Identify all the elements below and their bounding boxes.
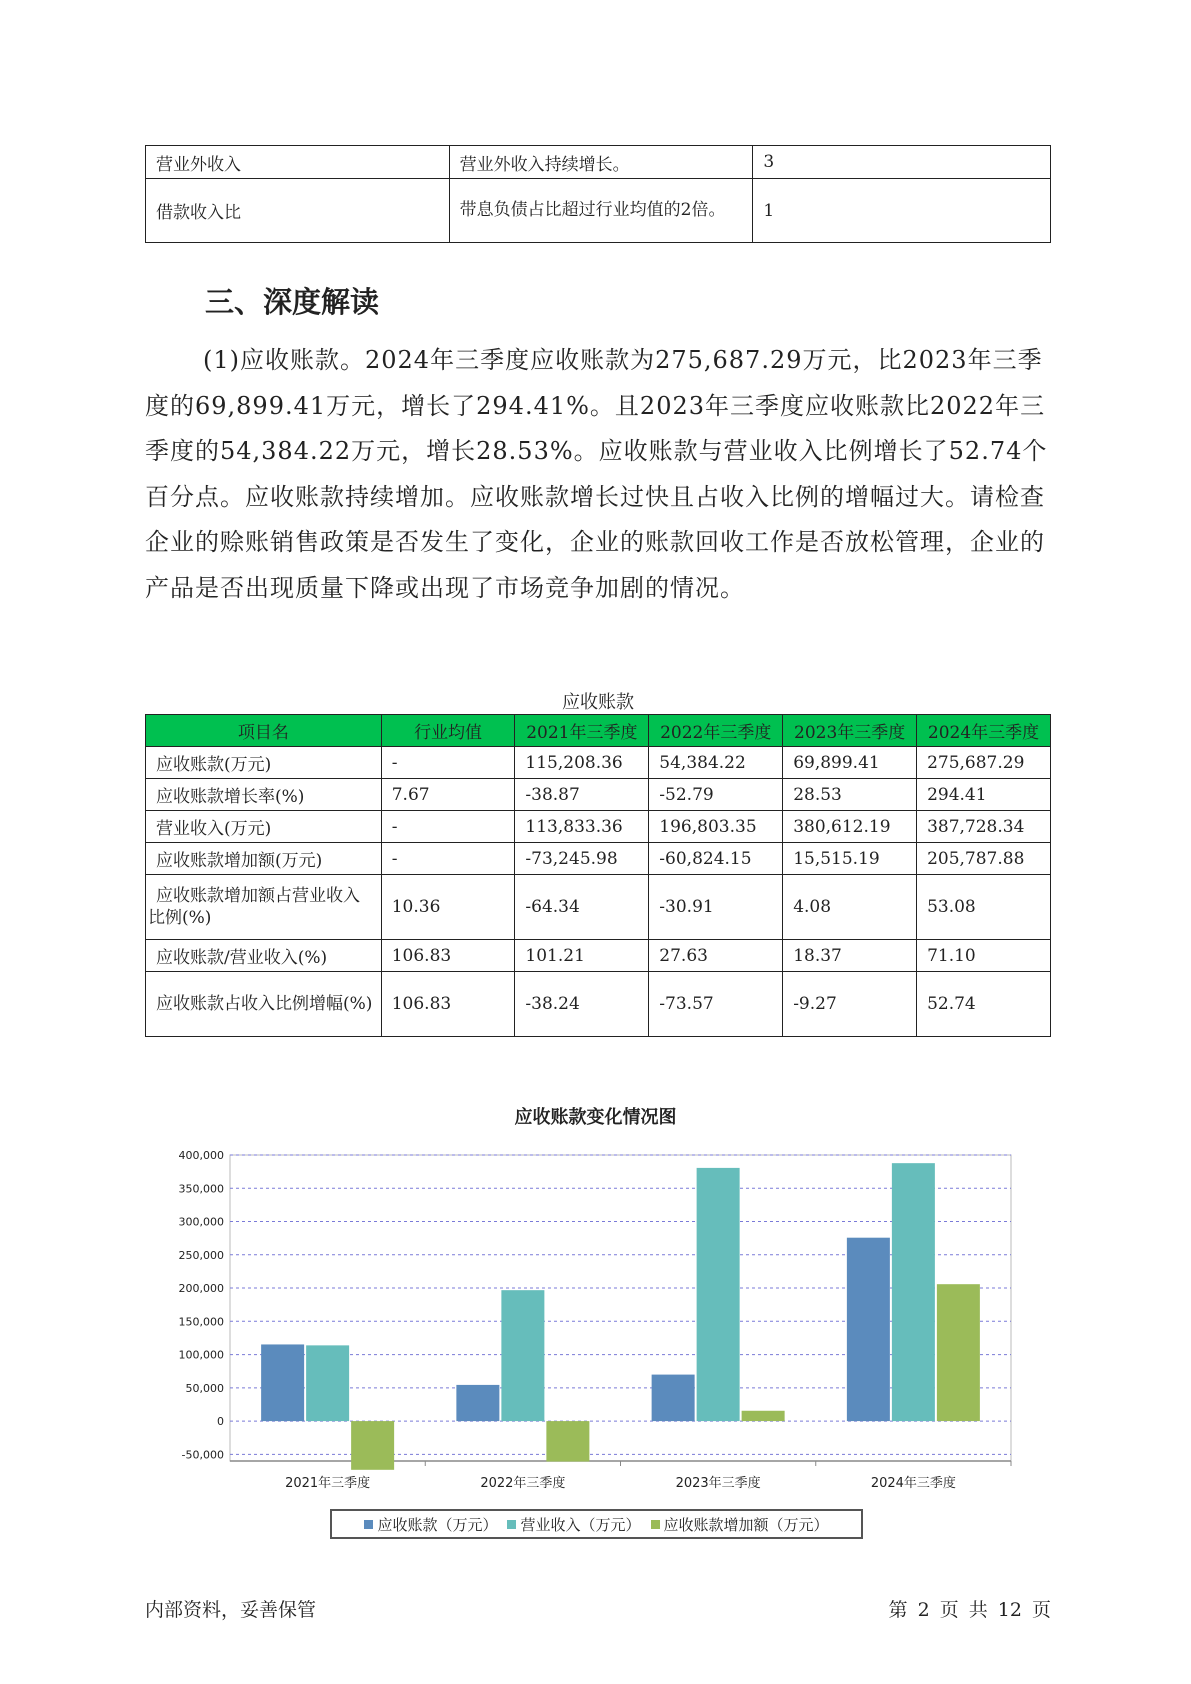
table-row	[146, 146, 1051, 179]
table-cell: 113,833.36	[515, 811, 649, 843]
footer-confidential: 内部资料，妥善保管	[145, 1599, 317, 1621]
x-tick-label: 2021年三季度	[285, 1476, 371, 1491]
table-row	[146, 179, 1051, 243]
table-cell: 69,899.41	[783, 747, 917, 779]
row-label: 应收账款增加额(万元)	[146, 843, 382, 875]
table-cell: -52.79	[649, 779, 783, 811]
column-header: 2023年三季度	[783, 715, 917, 747]
table-row	[146, 747, 1051, 779]
table-cell: 205,787.88	[917, 843, 1051, 875]
table-cell: -38.87	[515, 779, 649, 811]
table-cell: 28.53	[783, 779, 917, 811]
table-cell: 115,208.36	[515, 747, 649, 779]
legend-swatch	[507, 1520, 516, 1529]
column-header: 2021年三季度	[515, 715, 649, 747]
table-row	[146, 875, 1051, 940]
bar	[652, 1375, 695, 1421]
bar	[501, 1290, 544, 1421]
table-cell: 10.36	[381, 875, 515, 940]
bar	[742, 1411, 785, 1421]
column-header: 项目名	[146, 715, 382, 747]
table-row	[146, 811, 1051, 843]
table-caption: 应收账款	[562, 692, 634, 713]
legend-label: 应收账款增加额（万元）	[663, 1515, 829, 1534]
bar	[847, 1238, 890, 1421]
chart-title: 应收账款变化情况图	[514, 1107, 677, 1128]
section-heading: 三、深度解读	[205, 285, 380, 319]
table-cell: 27.63	[649, 940, 783, 972]
legend-item	[651, 1514, 829, 1535]
column-header: 2022年三季度	[649, 715, 783, 747]
row-label: 应收账款增长率(%)	[146, 779, 382, 811]
table-cell: -	[381, 843, 515, 875]
row-label: 营业收入(万元)	[146, 811, 382, 843]
legend-item	[507, 1514, 640, 1535]
table-cell: 53.08	[917, 875, 1051, 940]
y-tick-label: 150,000	[178, 1315, 224, 1329]
table-cell: 71.10	[917, 940, 1051, 972]
bar	[892, 1163, 935, 1421]
row-label: 应收账款(万元)	[146, 747, 382, 779]
bar	[937, 1284, 980, 1421]
table-cell: 52.74	[917, 972, 1051, 1037]
table-cell: -9.27	[783, 972, 917, 1037]
table-cell: 借款收入比	[146, 179, 450, 243]
table-cell: 106.83	[381, 972, 515, 1037]
table-cell: 营业外收入持续增长。	[449, 146, 753, 179]
y-tick-label: 300,000	[178, 1215, 224, 1229]
legend-swatch	[364, 1520, 373, 1529]
row-label: 应收账款增加额占营业收入比例(%)	[146, 875, 382, 940]
table-cell: 101.21	[515, 940, 649, 972]
indicator-table	[145, 145, 1051, 243]
bar	[456, 1385, 499, 1421]
table-cell: -73,245.98	[515, 843, 649, 875]
y-tick-label: 350,000	[178, 1182, 224, 1196]
row-label: 应收账款占收入比例增幅(%)	[146, 972, 382, 1037]
table-row	[146, 843, 1051, 875]
table-cell: 18.37	[783, 940, 917, 972]
table-cell: 196,803.35	[649, 811, 783, 843]
bar	[306, 1345, 349, 1421]
table-cell: 7.67	[381, 779, 515, 811]
table-cell: 54,384.22	[649, 747, 783, 779]
bar	[697, 1168, 740, 1421]
y-tick-label: 50,000	[185, 1381, 224, 1395]
y-tick-label: -50,000	[181, 1448, 224, 1462]
legend-label: 应收账款（万元）	[377, 1515, 498, 1534]
table-cell: 294.41	[917, 779, 1051, 811]
table-cell: 带息负债占比超过行业均值的2倍。	[449, 179, 753, 243]
table-cell: 275,687.29	[917, 747, 1051, 779]
table-cell: 380,612.19	[783, 811, 917, 843]
column-header: 行业均值	[381, 715, 515, 747]
x-tick-label: 2024年三季度	[870, 1476, 956, 1491]
table-cell: 106.83	[381, 940, 515, 972]
legend-swatch	[651, 1520, 660, 1529]
row-label: 应收账款/营业收入(%)	[146, 940, 382, 972]
table-cell: -	[381, 747, 515, 779]
x-tick-label: 2023年三季度	[675, 1476, 761, 1491]
table-cell: -	[381, 811, 515, 843]
y-tick-label: 0	[217, 1415, 224, 1429]
table-cell: 387,728.34	[917, 811, 1051, 843]
analysis-paragraph: (1)应收账款。2024年三季度应收账款为275,687.29万元，比2023年三季度的69,899.41万元，增长了294.41%。且2023年三季度应收账款比2022年三季度的54,384.22万元，增长28.53%。应收账款与营业收入比例增长了52.74个百分点。应收账款持续增加。应收账款增长过快且占收入比例的增幅过大。请检查企业的赊账销售政策是否发生了变化，企业的账款回收工作是否放松管理，企业的产品是否出现质量下降或出现了市场竞争加剧的情况。	[145, 346, 1048, 602]
table-row	[146, 940, 1051, 972]
bar	[351, 1421, 394, 1470]
y-tick-label: 250,000	[178, 1248, 224, 1262]
chart-legend	[330, 1509, 863, 1539]
x-tick-label: 2022年三季度	[480, 1476, 566, 1491]
table-cell: 4.08	[783, 875, 917, 940]
legend-label: 营业收入（万元）	[520, 1515, 641, 1534]
bar	[546, 1421, 589, 1461]
column-header: 2024年三季度	[917, 715, 1051, 747]
page-number: 第 2 页 共 12 页	[888, 1599, 1051, 1621]
table-cell: 3	[753, 146, 1051, 179]
table-row	[146, 779, 1051, 811]
bar	[261, 1344, 304, 1421]
table-cell: 1	[753, 179, 1051, 243]
y-tick-label: 200,000	[178, 1282, 224, 1296]
table-cell: -64.34	[515, 875, 649, 940]
table-cell: 15,515.19	[783, 843, 917, 875]
table-cell: -38.24	[515, 972, 649, 1037]
legend-item	[364, 1514, 497, 1535]
table-cell: -73.57	[649, 972, 783, 1037]
y-tick-label: 100,000	[178, 1348, 224, 1362]
table-header-row	[146, 715, 1051, 747]
y-tick-label: 400,000	[178, 1149, 224, 1162]
table-cell: 营业外收入	[146, 146, 450, 179]
table-cell: -30.91	[649, 875, 783, 940]
table-row	[146, 972, 1051, 1037]
plot-area	[230, 1155, 1011, 1461]
receivables-table	[145, 714, 1051, 1037]
table-cell: -60,824.15	[649, 843, 783, 875]
